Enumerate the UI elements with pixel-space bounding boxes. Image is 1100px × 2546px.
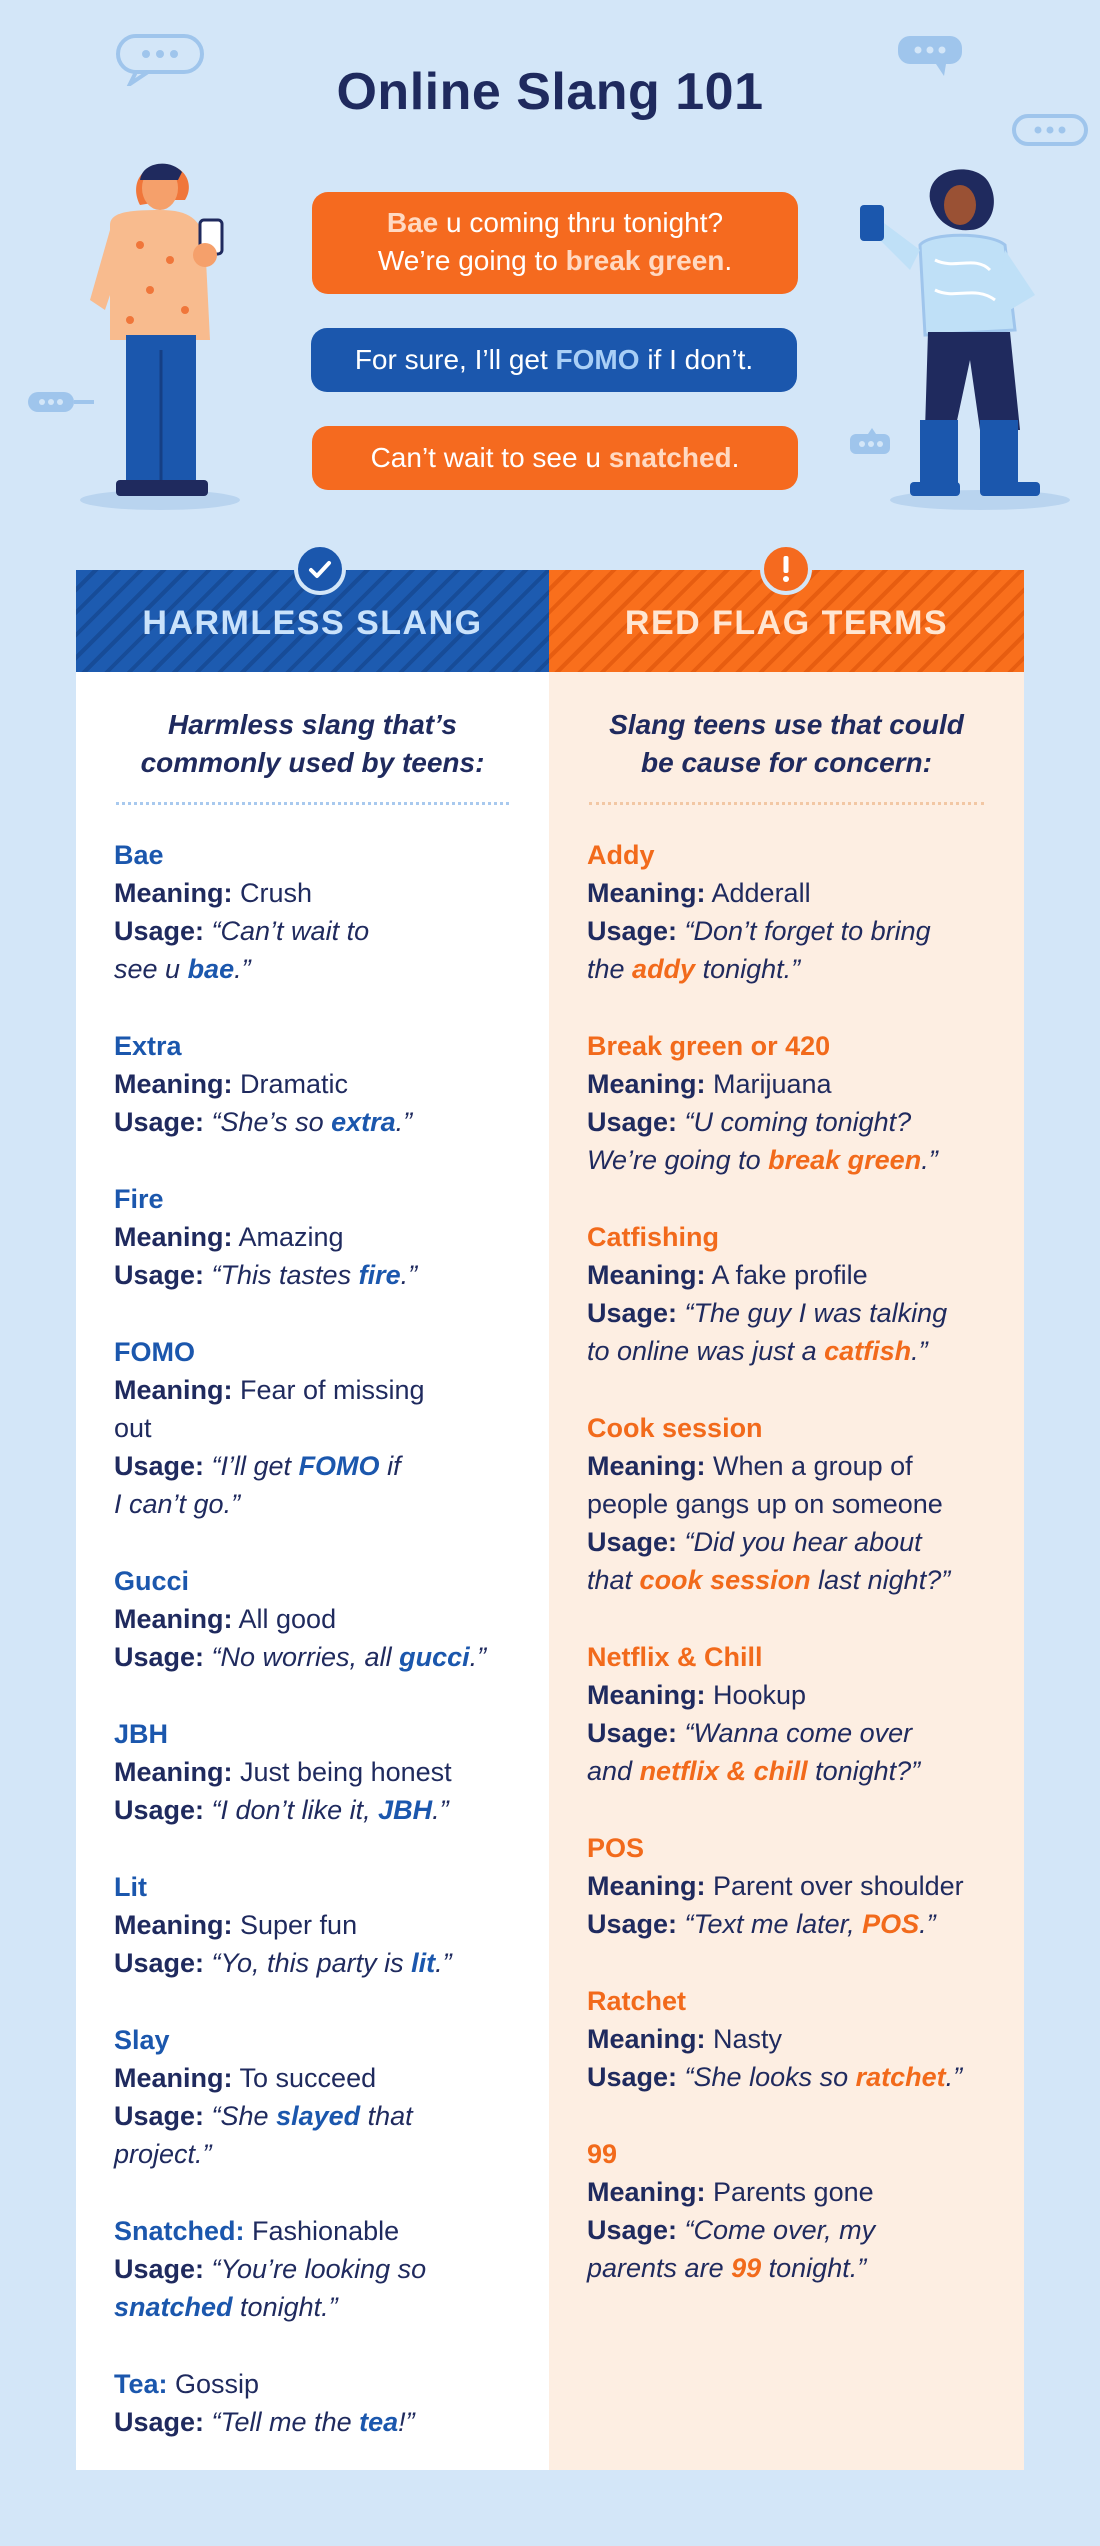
slang-entry: Bae Meaning: Crush Usage: “Can’t wait to see u bae.” [114,840,370,984]
slang-entry: Break green or 420 Meaning: Marijuana Usage: “U coming tonight? We’re going to break green.” [587,1031,938,1175]
slang-entry: JBH Meaning: Just being honest Usage: “I don’t like it, JBH.” [114,1719,452,1825]
slang-entry: POS Meaning: Parent over shoulder Usage: “Text me later, POS.” [587,1833,964,1939]
slang-entry: Slay Meaning: To succeed Usage: “She slayed that project.” [114,2025,413,2169]
divider [589,802,984,805]
speech-bubble-1 [312,192,798,294]
slang-entry: FOMO Meaning: Fear of missing out Usage: “I’ll get FOMO if I can’t go.” [114,1337,425,1519]
harmless-slang-header: HARMLESS SLANG [76,570,549,672]
slang-entry: Catfishing Meaning: A fake profile Usage: “The guy I was talking to online was just a catfish.” [587,1222,948,1366]
red-flag-panel [549,570,1024,2470]
red-flag-header: RED FLAG TERMS [549,570,1024,672]
harmless-subtitle: Harmless slang that’s commonly used by teens: [140,709,485,778]
slang-entry: Tea: Gossip Usage: “Tell me the tea!” [114,2369,415,2437]
slang-entry: Netflix & Chill Meaning: Hookup Usage: “Wanna come over and netflix & chill tonight?” [587,1642,921,1786]
red-flag-subtitle: Slang teens use that could be cause for concern: [609,709,964,778]
check-icon [294,543,346,595]
slang-entry: 99 Meaning: Parents gone Usage: “Come over, my parents are 99 tonight.” [587,2139,876,2283]
slang-entry: Ratchet Meaning: Nasty Usage: “She looks so ratchet.” [587,1986,963,2092]
slang-entry: Extra Meaning: Dramatic Usage: “She’s so extra.” [114,1031,413,1137]
divider [116,802,509,805]
slang-entry: Addy Meaning: Adderall Usage: “Don’t forget to bring the addy tonight.” [587,840,931,984]
speech-bubble-3: Can’t wait to see u snatched. [312,426,798,490]
page-title: Online Slang 101 [336,63,764,121]
bubble-line: Bae u coming thru tonight? [386,207,724,238]
person-illustration [840,160,1080,520]
slang-entry: Snatched: Fashionable Usage: “You’re looking so snatched tonight.” [114,2216,427,2322]
speech-bubble-2: For sure, I’ll get FOMO if I don’t. [311,328,797,392]
bubble-line: We’re going to break green. [377,245,733,276]
slang-keyword: snatched [608,442,732,473]
slang-entry: Cook session Meaning: When a group of people gangs up on someone Usage: “Did you hear about that cook session last night?” [587,1413,951,1595]
slang-entry: Fire Meaning: Amazing Usage: “This tastes fire.” [114,1184,418,1290]
person-illustration [70,150,250,530]
slang-entry: Gucci Meaning: All good Usage: “No worries, all gucci.” [114,1566,487,1672]
slang-keyword: FOMO [555,344,640,375]
slang-keyword: break green [565,245,725,276]
slang-entry: Lit Meaning: Super fun Usage: “Yo, this party is lit.” [114,1872,452,1978]
harmless-slang-panel [76,570,549,2470]
exclamation-icon [760,543,812,595]
slang-keyword: Bae [386,207,439,238]
